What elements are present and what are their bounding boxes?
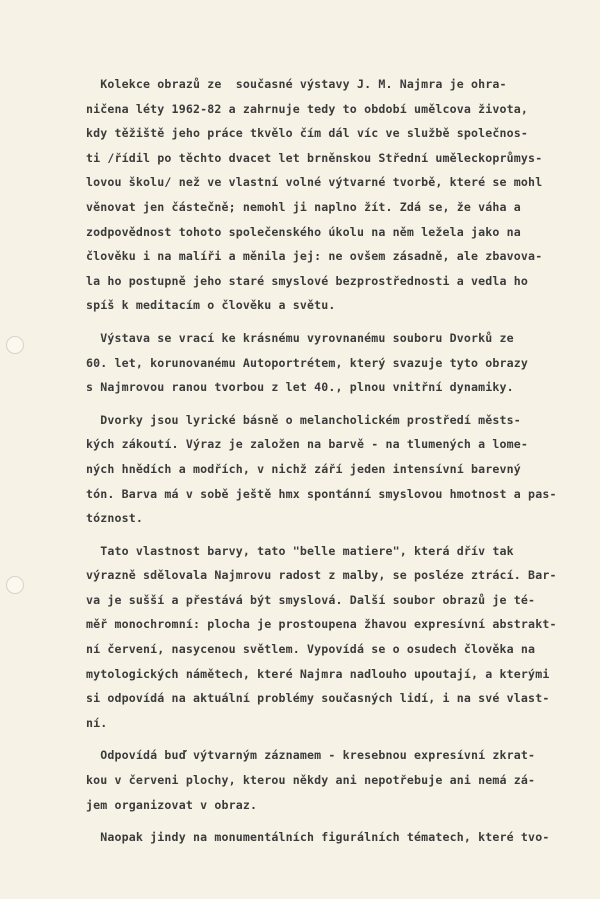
typewritten-text — [86, 72, 586, 858]
text-line: lovou školu/ než ve vlastní volné výtvarné tvorbě, které se mohl — [86, 175, 543, 190]
text-line: Odpovídá buď výtvarným záznamem - kresebnou expresívní zkrat- — [86, 748, 536, 763]
text-line: kých zákoutí. Výraz je založen na barvě - na tlumených a lome- — [86, 437, 529, 452]
text-line: Tato vlastnost barvy, tato "belle matiere", která dřív tak — [86, 543, 514, 558]
text-line: ničena léty 1962-82 a zahrnuje tedy to období umělcova života, — [86, 101, 529, 116]
text-line: 60. let, korunovanému Autoportrétem, který svazuje tyto obrazy — [86, 355, 529, 370]
paragraph — [86, 72, 586, 318]
text-line: Naopak jindy na monumentálních figurálních tématech, které tvo- — [86, 830, 550, 845]
text-line: člověku i na malíři a měnila jej: ne ovšem zásadně, ale zbavova- — [86, 249, 543, 264]
paragraph — [86, 743, 586, 817]
text-line: tón. Barva má v sobě ještě hmx spontánní smyslovou hmotnost a pas- — [86, 486, 557, 501]
punch-hole — [6, 576, 24, 594]
text-line: měř monochromní: plocha je prostoupena žhavou expresívní abstrakt- — [86, 617, 557, 632]
text-line: tóznost. — [86, 511, 144, 526]
text-line: Dvorky jsou lyrické básně o melancholickém prostředí městs- — [86, 412, 521, 427]
text-line: výrazně sdělovala Najmrovu radost z malby, se posléze ztrácí. Bar- — [86, 568, 557, 583]
text-line: kdy těžiště jeho práce tkvělo čím dál víc ve službě společnos- — [86, 126, 529, 141]
paragraph — [86, 539, 586, 736]
text-line: věnovat jen částečně; nemohl ji naplno žít. Zdá se, že váha a — [86, 199, 521, 214]
text-line: la ho postupně jeho staré smyslové bezprostřednosti a vedla ho — [86, 273, 529, 288]
text-line: Výstava se vrací ke krásnému vyrovnanému souboru Dvorků ze — [86, 330, 514, 345]
text-line: s Najmrovou ranou tvorbou z let 40., plnou vnitřní dynamiky. — [86, 380, 514, 395]
text-line: spíš k meditacím o člověku a světu. — [86, 298, 336, 313]
text-line: zodpovědnost tohoto společenského úkolu na něm ležela jako na — [86, 224, 521, 239]
text-line: kou v červeni plochy, kterou někdy ani nepotřebuje ani nemá zá- — [86, 773, 536, 788]
text-line: ní červení, nasycenou světlem. Vypovídá se o osudech člověka na — [86, 642, 536, 657]
text-line: jem organizovat v obraz. — [86, 797, 258, 812]
text-line: Kolekce obrazů ze současné výstavy J. M. Najmra je ohra- — [86, 77, 507, 91]
text-line: va je sušší a přestává být smyslová. Další soubor obrazů je té- — [86, 592, 536, 607]
text-line: mytologických námětech, které Najmra nadlouho upoutají, a kterými — [86, 666, 550, 681]
paragraph — [86, 326, 586, 400]
text-line: ní. — [86, 715, 108, 730]
paragraph — [86, 825, 586, 850]
text-line: si odpovídá na aktuální problémy současných lidí, i na své vlast- — [86, 691, 550, 706]
text-line: ných hnědích a modřích, v nichž září jeden intensívní barevný — [86, 461, 521, 476]
punch-hole — [6, 336, 24, 354]
paragraph — [86, 408, 586, 531]
text-line: ti /řídil po těchto dvacet let brněnskou Střední uměleckoprůmys- — [86, 150, 543, 165]
